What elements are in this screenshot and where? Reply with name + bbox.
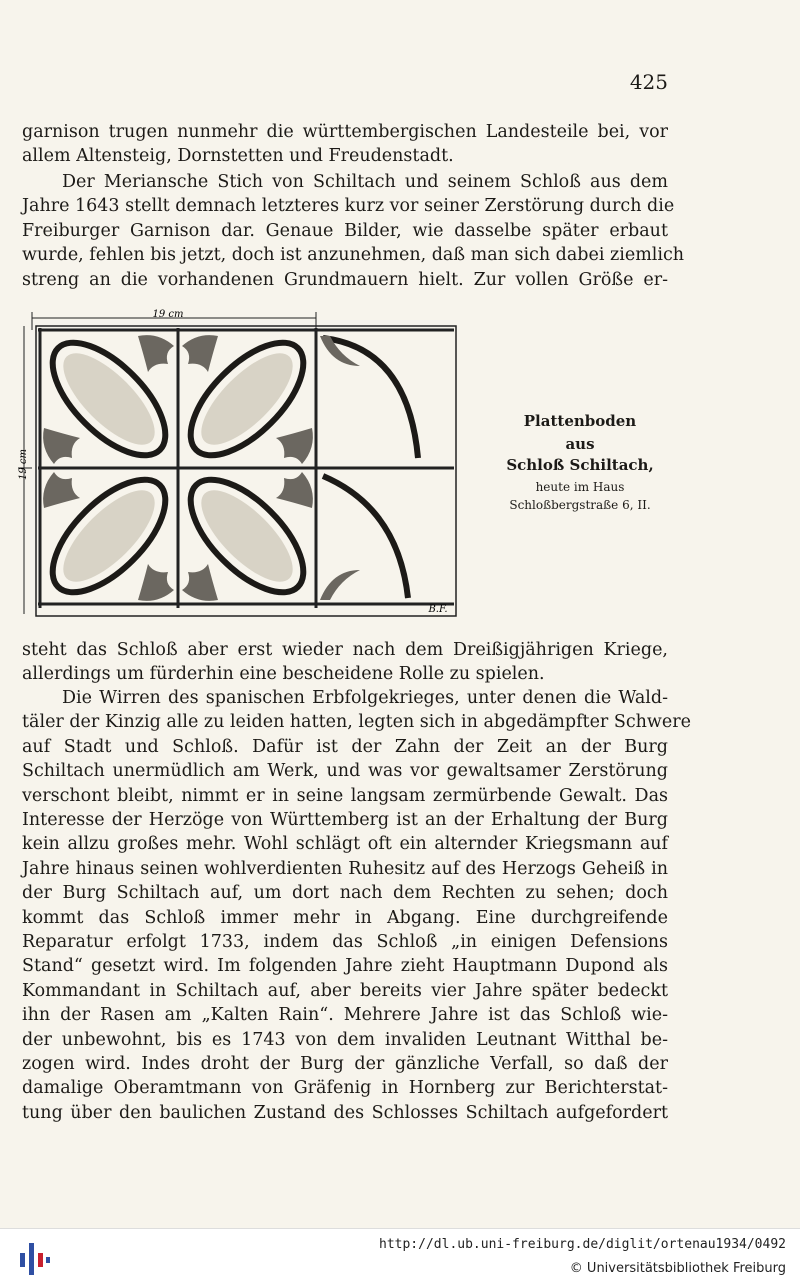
text-line: wurde, fehlen bis jetzt, doch ist anzunehmen, daß man sich dabei ziemlich xyxy=(22,245,685,266)
source-url-link[interactable]: http://dl.ub.uni-freiburg.de/diglit/ortenau1934/0492 xyxy=(379,1237,786,1252)
text-line: zogen wird. Indes droht der Burg der gänzliche Verfall, so daß der xyxy=(22,1054,668,1074)
page-number: 425 xyxy=(629,70,668,94)
caption-aus: aus xyxy=(565,435,595,453)
text-line: ihn der Rasen am „Kalten Rain“. Mehrere Jahre ist das Schloß wie- xyxy=(22,1005,668,1026)
text-line: täler der Kinzig alle zu leiden hatten, legten sich in abgedämpfter Schwere xyxy=(22,712,691,733)
text-line: allerdings um fürderhin eine bescheidene Rolle zu spielen. xyxy=(22,664,545,685)
dimension-left-label: 19 cm xyxy=(18,449,29,480)
text-line: verschont bleibt, nimmt er in seine langsam zermürbende Gewalt. Das xyxy=(22,785,668,806)
text-line: allem Altensteig, Dornstetten und Freudenstadt. xyxy=(22,146,454,167)
text-line: Schiltach unermüdlich am Werk, und was vor gewaltsamer Zerstörung xyxy=(22,761,668,782)
copyright-text: © Universitätsbibliothek Freiburg xyxy=(569,1261,786,1276)
text-line: Kommandant in Schiltach auf, aber bereits vier Jahre später bedeckt xyxy=(22,980,668,1001)
text-line: Jahre hinaus seinen wohlverdienten Ruhesitz auf des Herzogs Geheiß in xyxy=(22,858,668,879)
text-line: der Burg Schiltach auf, um dort nach dem Rechten zu sehen; doch xyxy=(22,883,668,904)
viewer-footer xyxy=(0,1228,800,1287)
text-line: auf Stadt und Schloß. Dafür ist der Zahn der Zeit an der Burg xyxy=(22,736,668,757)
caption-title: Plattenboden xyxy=(523,412,637,430)
text-line: streng an die vorhandenen Grundmauern hielt. Zur vollen Größe er- xyxy=(22,269,668,290)
text-line: kommt das Schloß immer mehr in Abgang. Eine durchgreifende xyxy=(22,907,668,928)
tile-floor-figure xyxy=(18,308,458,618)
text-line: steht das Schloß aber erst wieder nach dem Dreißigjährigen Kriege, xyxy=(22,640,668,660)
figure-signature: B.F. xyxy=(428,604,448,615)
caption-place: Schloß Schiltach, xyxy=(506,456,654,474)
text-line: Stand“ gesetzt wird. Im folgenden Jahre zieht Hauptmann Dupond als xyxy=(22,956,668,977)
text-line: damalige Oberamtmann von Gräfenig in Hornberg zur Berichterstat- xyxy=(22,1078,668,1099)
caption-note-2: Schloßbergstraße 6, II. xyxy=(509,498,651,512)
text-line: Freiburger Garnison dar. Genaue Bilder, wie dasselbe später erbaut xyxy=(22,220,668,241)
text-line: tung über den baulichen Zustand des Schlosses Schiltach aufgefordert xyxy=(22,1102,668,1123)
text-line: garnison trugen nunmehr die württembergischen Landesteile bei, vor xyxy=(22,122,668,142)
caption-note-1: heute im Haus xyxy=(535,480,625,494)
library-logo-icon xyxy=(16,1239,52,1279)
text-line: Interesse der Herzöge von Württemberg ist an der Erhaltung der Burg xyxy=(22,810,668,830)
tile-floor-drawing xyxy=(18,308,458,618)
text-line: Der Meriansche Stich von Schiltach und seinem Schloß aus dem xyxy=(62,172,668,192)
text-line: Die Wirren des spanischen Erbfolgekrieges, unter denen die Wald- xyxy=(62,688,668,708)
text-line: kein allzu großes mehr. Wohl schlägt oft ein alternder Kriegsmann auf xyxy=(22,834,668,855)
text-line: der unbewohnt, bis es 1743 von dem invaliden Leutnant Witthal be- xyxy=(22,1029,668,1050)
text-line: Jahre 1643 stellt demnach letzteres kurz vor seiner Zerstörung durch die xyxy=(22,196,675,217)
dimension-top-label: 19 cm xyxy=(152,309,184,320)
text-line: Reparatur erfolgt 1733, indem das Schloß „in einigen Defensions xyxy=(22,932,668,952)
